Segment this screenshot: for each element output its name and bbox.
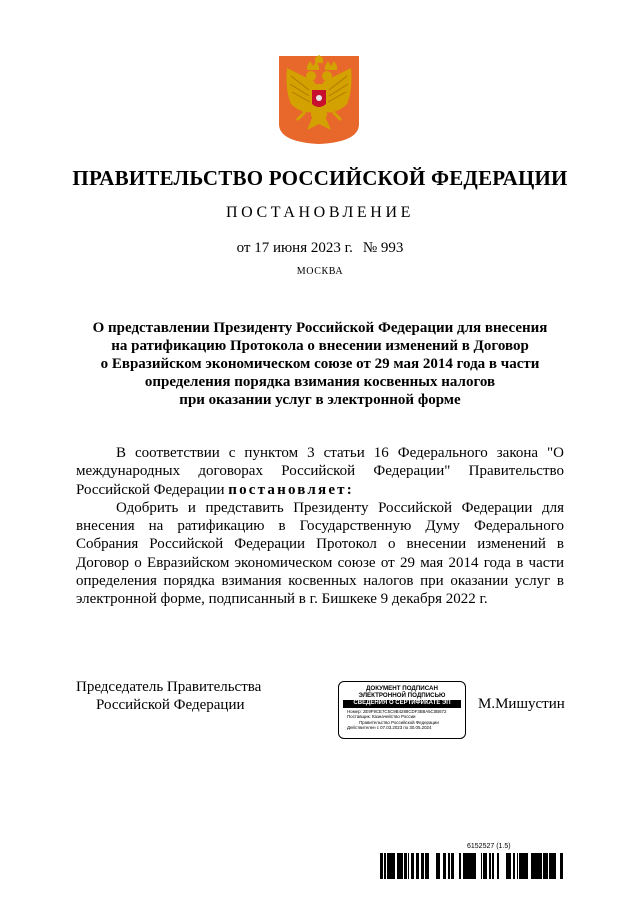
stamp-banner: СВЕДЕНИЯ О СЕРТИФИКАТЕ ЭП: [343, 700, 461, 708]
stamp-validity: Действителен с 07.03.2023 по 30.05.2024: [347, 725, 432, 731]
barcode-bar: [506, 853, 507, 879]
barcode-bar: [381, 853, 382, 879]
barcode-bar: [401, 853, 403, 879]
barcode-bar: [387, 853, 389, 879]
barcode-bar: [547, 853, 548, 879]
barcode-bar: [438, 853, 439, 879]
stamp-line-1: ДОКУМЕНТ ПОДПИСАН: [366, 685, 438, 692]
barcode-bar: [465, 853, 466, 879]
state-emblem-icon: [277, 54, 361, 146]
barcode-bar: [472, 853, 474, 879]
barcode-bar: [485, 853, 486, 879]
subject-line: о Евразийском экономическом союзе от 29 мая 2014 года в части: [100, 356, 540, 372]
subject-line: на ратификацию Протокола о внесении изменений в Договор: [111, 338, 529, 354]
barcode-bar: [411, 853, 412, 879]
barcode-bar: [543, 853, 544, 879]
barcode-bar: [474, 853, 475, 879]
barcode-bar: [546, 853, 547, 879]
barcode-bar: [521, 853, 523, 879]
document-date: от 17 июня 2023 г.: [236, 240, 353, 256]
signer-position-line-1: Председатель Правительства: [76, 679, 262, 695]
barcode-bar: [467, 853, 468, 879]
barcode-bar: [397, 853, 398, 879]
barcode-bar: [531, 853, 533, 879]
barcode-bar: [524, 853, 525, 879]
signer-position-line-2: Российской Федерации: [96, 697, 245, 713]
barcode-bar: [417, 853, 418, 879]
barcode-bar: [489, 853, 491, 879]
barcode-bar: [553, 853, 554, 879]
document-city: МОСКВА: [296, 266, 344, 277]
barcode-bar: [412, 853, 414, 879]
barcode-bar: [466, 853, 467, 879]
government-title: ПРАВИТЕЛЬСТВО РОССИЙСКОЙ ФЕДЕРАЦИИ: [72, 166, 568, 190]
stamp-cert-number: Номер: 2E9F9CE7C5C9B4288CDF3B8A5C0B672: [347, 708, 447, 714]
barcode-bar: [382, 853, 383, 879]
barcode-bar: [541, 853, 542, 879]
barcode-bar: [400, 853, 401, 879]
barcode-bar: [436, 853, 438, 879]
barcode-bar: [426, 853, 427, 879]
barcode-bar: [416, 853, 417, 879]
barcode: [380, 853, 566, 879]
barcode-bar: [404, 853, 405, 879]
barcode-bar: [468, 853, 469, 879]
barcode-bar: [389, 853, 390, 879]
barcode-bar: [527, 853, 528, 879]
barcode-bar: [483, 853, 484, 879]
barcode-bar: [486, 853, 487, 879]
barcode-bar: [535, 853, 536, 879]
subject-line: при оказании услуг в электронной форме: [179, 392, 461, 408]
document-subject: [80, 319, 560, 409]
barcode-bar: [533, 853, 535, 879]
barcode-bar: [475, 853, 476, 879]
document-code: 6152527 (1.5): [467, 843, 511, 850]
barcode-bar: [460, 853, 461, 879]
barcode-bar: [380, 853, 381, 879]
barcode-bar: [390, 853, 392, 879]
barcode-bar: [519, 853, 521, 879]
barcode-bar: [453, 853, 454, 879]
barcode-bar: [448, 853, 450, 879]
body-paragraph-1: [76, 444, 564, 499]
barcode-bar: [459, 853, 460, 879]
barcode-bar: [536, 853, 538, 879]
barcode-bar: [538, 853, 539, 879]
signer-name: М.Мишустин: [478, 696, 565, 712]
subject-line: О представлении Президенту Российской Федерации для внесения: [92, 320, 548, 336]
barcode-bar: [509, 853, 511, 879]
document-number: № 993: [362, 240, 404, 256]
barcode-bar: [423, 853, 424, 879]
subject-line: определения порядка взимания косвенных налогов: [144, 374, 496, 390]
body-paragraph-2: Одобрить и представить Президенту Российской Федерации для внесения на ратификацию в Государственную Думу Федерального Собрания Российской Федерации Протокол о внесении изменений в Договор о Евразийском экономическом союзе от 29 мая 2014 года в части определения порядка взимания косвенных налогов при оказании услуг в электронной форме, подписанный в г. Бишкеке 9 декабря 2022 г.: [76, 499, 564, 608]
barcode-bar: [394, 853, 395, 879]
barcode-bar: [451, 853, 453, 879]
barcode-bar: [439, 853, 440, 879]
document-date-number: [0, 240, 640, 257]
document-type: ПОСТАНОВЛЕНИЕ: [226, 204, 414, 221]
barcode-bar: [425, 853, 426, 879]
stamp-line-2: ЭЛЕКТРОННОЙ ПОДПИСЬЮ: [358, 692, 446, 699]
barcode-bar: [523, 853, 524, 879]
barcode-bar: [471, 853, 472, 879]
barcode-bar: [554, 853, 556, 879]
barcode-bar: [463, 853, 465, 879]
barcode-bar: [507, 853, 509, 879]
signer-position: [76, 678, 261, 714]
barcode-bar: [562, 853, 563, 879]
barcode-bar: [481, 853, 482, 879]
barcode-bar: [421, 853, 423, 879]
decree-word: постановляет:: [228, 481, 354, 498]
barcode-bar: [469, 853, 471, 879]
barcode-bar: [392, 853, 394, 879]
barcode-bar: [513, 853, 515, 879]
barcode-bar: [384, 853, 386, 879]
barcode-bar: [551, 853, 553, 879]
barcode-bar: [443, 853, 444, 879]
barcode-bar: [398, 853, 400, 879]
stamp-issuer-line-2: Правительство Российской Федерации: [359, 719, 439, 725]
barcode-bar: [539, 853, 540, 879]
barcode-bar: [418, 853, 419, 879]
barcode-bar: [492, 853, 494, 879]
barcode-bar: [497, 853, 499, 879]
electronic-signature-stamp: [338, 681, 466, 739]
barcode-bar: [444, 853, 446, 879]
barcode-bar: [525, 853, 527, 879]
barcode-bar: [405, 853, 407, 879]
body-paragraph-1-text: В соответствии с пунктом 3 статьи 16 Федерального закона "О международных договорах Российской Федерации" Правительство Российской Федерации: [76, 445, 564, 498]
barcode-bar: [427, 853, 429, 879]
barcode-bar: [540, 853, 541, 879]
barcode-bar: [560, 853, 562, 879]
stamp-issuer-line-1: Поставщик: Казначейство России: [347, 714, 416, 720]
document-body: [76, 444, 564, 609]
barcode-bar: [544, 853, 546, 879]
barcode-bar: [408, 853, 409, 879]
barcode-bar: [484, 853, 485, 879]
barcode-bar: [549, 853, 551, 879]
barcode-bar: [517, 853, 518, 879]
